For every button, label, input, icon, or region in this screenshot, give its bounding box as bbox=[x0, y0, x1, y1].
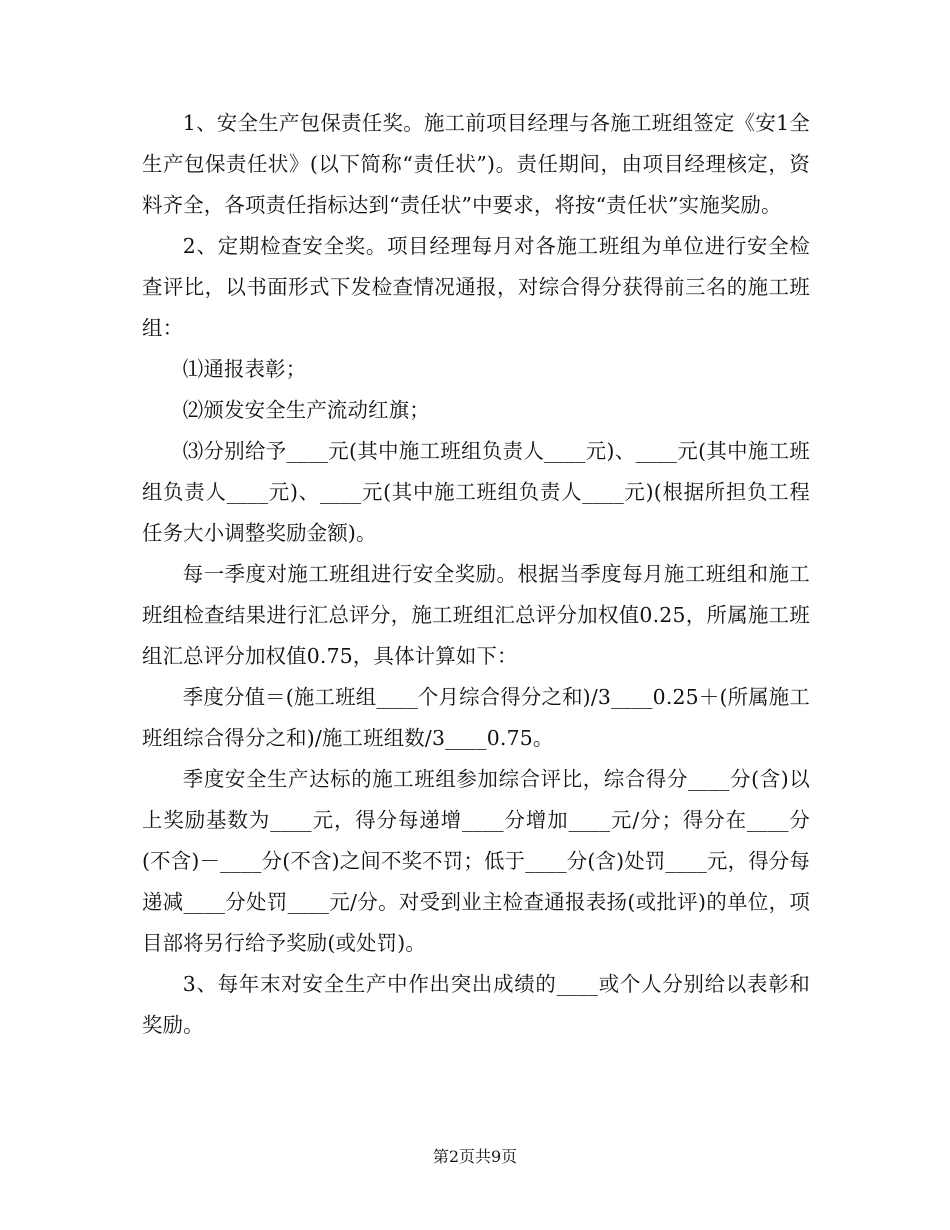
page-footer: 第2页共9页 bbox=[432, 1147, 518, 1166]
list-item-red-flag: ⑵颁发安全生产流动红旗； bbox=[182, 398, 430, 422]
paragraph-quarterly-award: 每一季度对施工班组进行安全奖励。根据当季度每月施工班组和施工班组检查结果进行汇总评分，施工班组汇总评分加权值0.25，所属施工班组汇总评分加权值0.75，具体计算如下： bbox=[142, 562, 810, 668]
paragraph-periodic-inspection-award: 2、定期检查安全奖。项目经理每月对各施工班组为单位进行安全检查评比，以书面形式下发检查情况通报，对综合得分获得前三名的施工班组： bbox=[142, 234, 810, 340]
document-body bbox=[142, 103, 810, 1046]
paragraph-quarterly-evaluation: 季度安全生产达标的施工班组参加综合评比，综合得分____分(含)以上奖励基数为____元，得分每递增____分增加____元/分；得分在____分(不含)－____分(不含)之间不奖不罚；低于____分(含)处罚____元，得分每递减____分处罚____元/分。对受到业主检查通报表扬(或批评)的单位，项目部将另行给予奖励(或处罚)。 bbox=[142, 767, 810, 955]
list-item-commendation: ⑴通报表彰； bbox=[182, 357, 307, 381]
paragraph-annual-award: 3、每年末对安全生产中作出突出成绩的____或个人分别给以表彰和奖励。 bbox=[142, 972, 810, 1037]
list-item-cash-award: ⑶分别给予____元(其中施工班组负责人____元)、____元(其中施工班组负责人____元)、____元(其中施工班组负责人____元)(根据所担负工程任务大小调整奖励金额)。 bbox=[142, 439, 810, 545]
paragraph-safety-responsibility-award: 1、安全生产包保责任奖。施工前项目经理与各施工班组签定《安1全生产包保责任状》(以下简称“责任状”)。责任期间，由项目经理核定，资料齐全，各项责任指标达到“责任状”中要求，将按“责任状”实施奖励。 bbox=[142, 111, 810, 217]
paragraph-quarterly-formula: 季度分值＝(施工班组____个月综合得分之和)/3____0.25＋(所属施工班组综合得分之和)/施工班组数/3____0.75。 bbox=[142, 685, 810, 750]
